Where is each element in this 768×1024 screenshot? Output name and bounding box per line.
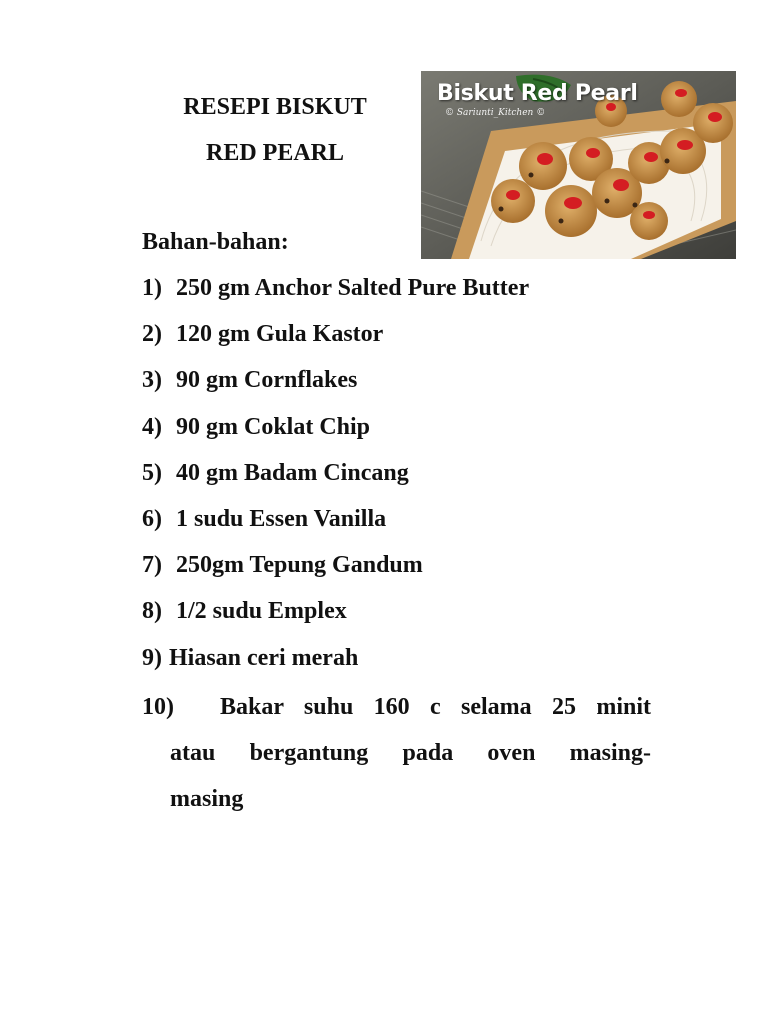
recipe-photo	[421, 71, 736, 259]
ingredient-number: 7)	[142, 552, 162, 579]
ingredient-text: 1 sudu Essen Vanilla	[176, 505, 387, 532]
ingredient-number: 9)	[142, 644, 162, 671]
ingredient-text: 90 gm Cornflakes	[176, 367, 358, 394]
ingredient-item	[142, 360, 652, 406]
ingredient-text: 250 gm Anchor Salted Pure Butter	[176, 275, 530, 301]
ingredient-item	[142, 545, 652, 591]
ingredient-number: 5)	[142, 459, 162, 486]
ingredient-item	[142, 268, 652, 314]
section-heading: Bahan-bahan:	[142, 229, 289, 255]
ingredient-number: 1)	[142, 275, 162, 301]
ingredient-number: 4)	[142, 413, 162, 440]
photo-caption: Biskut Red Pearl	[437, 81, 638, 106]
ingredient-item	[142, 638, 652, 684]
ingredient-item	[142, 591, 652, 637]
baking-step	[142, 684, 651, 823]
title-line-2: RED PEARL	[205, 140, 344, 166]
ingredient-item	[142, 314, 652, 360]
ingredient-list	[142, 268, 652, 684]
step-text-1: Bakar suhu 160 c selama 25 minit	[220, 694, 651, 720]
ingredient-item	[142, 499, 652, 545]
title-line-1: RESEPI BISKUT	[183, 94, 367, 120]
ingredient-text: 250gm Tepung Gandum	[176, 552, 423, 579]
ingredient-number: 2)	[142, 321, 162, 348]
ingredient-number: 3)	[142, 367, 162, 394]
ingredient-number: 8)	[142, 598, 162, 625]
step-text-2: atau bergantung pada oven masing-	[170, 740, 651, 767]
ingredient-text: 120 gm Gula Kastor	[176, 321, 384, 348]
ingredient-text: Hiasan ceri merah	[169, 644, 359, 671]
ingredient-item	[142, 407, 652, 453]
photo-watermark: © Sariunti_Kitchen ©	[445, 108, 546, 118]
page-title	[140, 84, 410, 176]
ingredient-text: 90 gm Coklat Chip	[176, 413, 371, 440]
ingredient-item	[142, 453, 652, 499]
ingredient-text: 1/2 sudu Emplex	[176, 598, 347, 625]
ingredient-number: 6)	[142, 505, 162, 532]
ingredient-text: 40 gm Badam Cincang	[176, 459, 409, 486]
step-text-3: masing	[170, 786, 244, 813]
step-number: 10)	[142, 694, 174, 720]
step-line-1	[142, 684, 651, 730]
